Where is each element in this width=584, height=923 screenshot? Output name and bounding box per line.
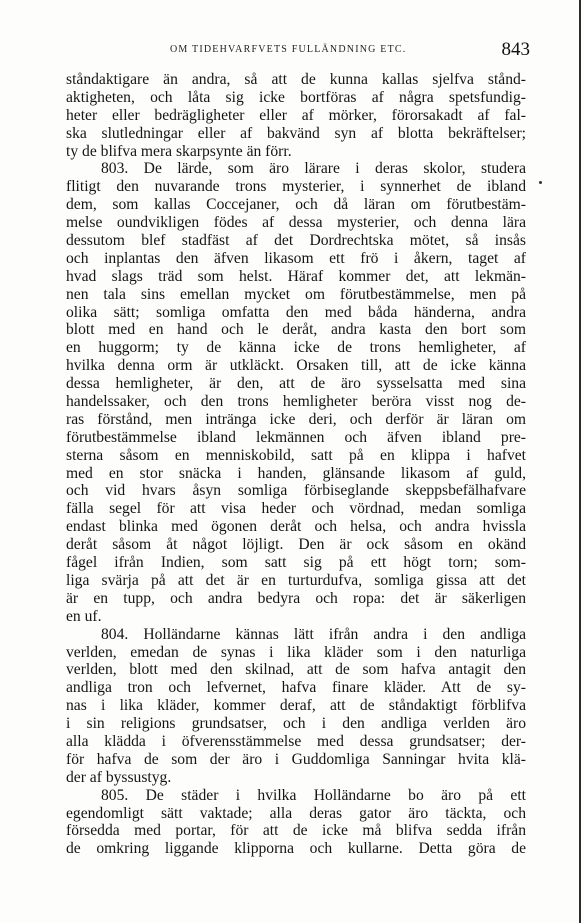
- page-number: 843: [501, 39, 530, 60]
- text-line: endast blinka med ögonen deråt och helsa, och andra hvissla: [66, 518, 526, 536]
- text-line: aktigheten, och låta sig icke bortföras af några spetsfundig-: [66, 88, 526, 106]
- text-line: fälla segel för att visa heder och vördnad, medan somliga: [66, 500, 526, 518]
- body-text: [66, 71, 526, 858]
- text-line: flitigt den nuvarande trons mysterier, i synnerhet de ibland: [66, 178, 526, 196]
- text-line: en uf.: [66, 607, 102, 625]
- text-line: melse oundvikligen födes af dessa mysterier, och denna lära: [66, 214, 526, 232]
- text-line: med en stor snäcka i handen, glänsande likasom af guld,: [66, 464, 526, 482]
- text-line: handelssaker, och den trons hemligheter beröra visst nog de-: [66, 393, 526, 411]
- text-line: egendomligt sätt vaktade; alla deras gator äro täckta, och: [66, 804, 526, 822]
- text-line: liga svärja på att det är en turturdufva, somliga gissa att det: [66, 571, 526, 589]
- text-line: dem, som kallas Coccejaner, och då läran om förutbestäm-: [66, 196, 526, 214]
- text-line: sterna såsom en menniskobild, satt på en klippa i hafvet: [66, 446, 526, 464]
- text-line: nas i lika kläder, kommer deraf, att de ståndaktigt förblifva: [66, 697, 526, 715]
- page-header: [64, 39, 530, 61]
- running-head: OM TIDEHVARFVETS FULLÄNDNING ETC.: [170, 44, 407, 55]
- text-line: hvad slags träd som helst. Häraf kommer det, att lekmän-: [66, 267, 526, 285]
- text-line: och vid hvars åsyn somliga förbiseglande skeppsbefälhafvare: [66, 482, 526, 500]
- text-line: ska slutledningar eller af bakvänd syn af blotta bekräftelser;: [66, 124, 526, 142]
- text-line: de omkring liggande klipporna och kullarne. Detta göra de: [66, 840, 526, 858]
- text-line: ty de blifva mera skarpsynte än förr.: [66, 142, 292, 160]
- text-line: verlden, blott med den skilnad, att de som hafva antagit den: [66, 661, 526, 679]
- text-line: deråt såsom åt något löjligt. Den är ock såsom en okänd: [66, 536, 526, 554]
- page-edge-rule: [579, 0, 581, 923]
- text-line: för hafva de som der äro i Guddomliga Sanningar hvita klä-: [66, 750, 526, 768]
- text-line: ståndaktigare än andra, så att de kunna kallas sjelfva stånd-: [66, 71, 526, 88]
- text-line: nen tala sins emellan mycket om förutbestämmelse, men på: [66, 285, 526, 303]
- paragraph-803-start: 803. De lärde, som äro lärare i deras skolor, studera: [101, 160, 526, 178]
- text-line: olika sätt; somliga omfatta den med båda händerna, andra: [66, 303, 526, 321]
- text-line: ras förstånd, men intränga icke deri, och derför är läran om: [66, 410, 526, 428]
- text-line: alla klädda i öfverensstämmelse med dessa grundsatser; der-: [66, 732, 526, 750]
- text-line: dessutom blef stadfäst af det Dordrechtska mötet, så insås: [66, 232, 526, 250]
- text-line: heter eller bedrägligheter eller af mörker, förorsakadt af fal-: [66, 106, 526, 124]
- text-line: der af byssustyg.: [66, 768, 172, 786]
- text-line: dessa hemligheter, är den, att de äro sysselsatta med sina: [66, 375, 526, 393]
- text-line: och inplantas den äfven likasom ett frö i åkern, taget af: [66, 249, 526, 267]
- text-line: verlden, emedan de synas i lika kläder som i den naturliga: [66, 643, 526, 661]
- paragraph-804-start: 804. Holländarne kännas lätt ifrån andra i den andliga: [101, 625, 526, 643]
- text-line: andliga tron och lefvernet, hafva finare kläder. Att de sy-: [66, 679, 526, 697]
- margin-mark: [539, 181, 542, 184]
- text-line: blott med en hand och le deråt, andra kasta den bort som: [66, 321, 526, 339]
- text-line: fågel ifrån Indien, som satt sig på ett högt torn; som-: [66, 554, 526, 572]
- text-line: hvilka denna orm är utkläckt. Orsaken till, att de icke känna: [66, 357, 526, 375]
- text-line: i sin religions grundsatser, och i den andliga verlden äro: [66, 715, 526, 733]
- paragraph-805-start: 805. De städer i hvilka Holländarne bo äro på ett: [101, 786, 526, 804]
- text-line: förutbestämmelse ibland lekmännen och äfven ibland pre-: [66, 428, 526, 446]
- text-line: försedda med portar, för att de icke må blifva sedda ifrån: [66, 822, 526, 840]
- text-line: en huggorm; ty de känna icke de trons hemligheter, af: [66, 339, 526, 357]
- text-line: är en tupp, och andra bedyra och ropa: det är säkerligen: [66, 589, 526, 607]
